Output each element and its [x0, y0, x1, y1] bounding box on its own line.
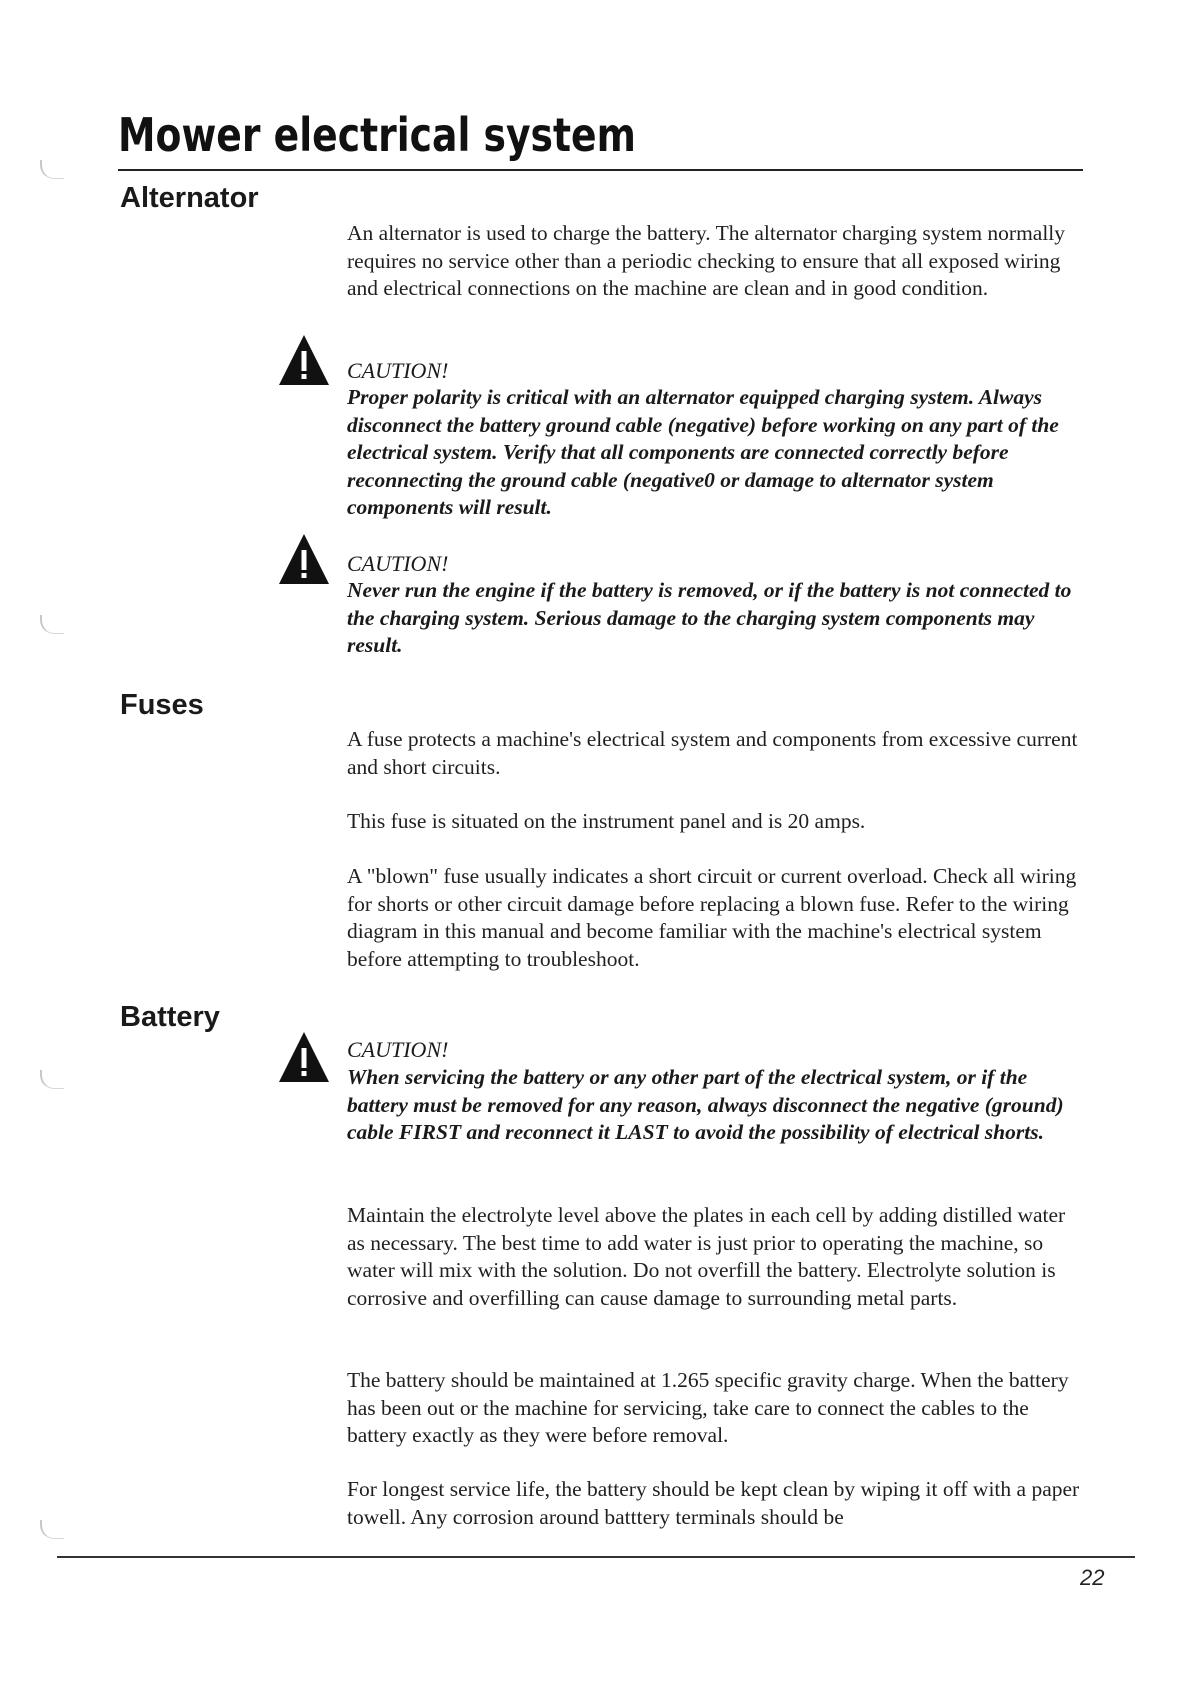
- footer-divider: [57, 1556, 1135, 1558]
- scan-edge-mark: [40, 1070, 64, 1089]
- title-divider: [118, 169, 1083, 171]
- battery-paragraph-2: The battery should be maintained at 1.265 specific gravity charge. When the battery has been out or the machine for servicing, take care to connect the cables to the battery exactly as they were before removal.: [347, 1368, 1069, 1447]
- scan-edge-mark: [40, 1520, 64, 1539]
- caution-title: CAUTION!: [347, 551, 449, 576]
- alternator-intro-paragraph: An alternator is used to charge the battery. The alternator charging system normally requires no service other than a periodic checking to ensure that all exposed wiring and electrical connections on the machine are clean and in good condition.: [347, 221, 1066, 300]
- caution-body-engine: Never run the engine if the battery is removed, or if the battery is not connected to the charging system. Serious damage to the charging system components may result.: [347, 578, 1072, 657]
- fuses-paragraph-2: This fuse is situated on the instrument panel and is 20 amps.: [347, 809, 866, 833]
- warning-triangle-icon: [277, 1030, 331, 1084]
- caution-body-battery: When servicing the battery or any other part of the electrical system, or if the battery must be removed for any reason, always disconnect the negative (ground) cable FIRST and reconnect it LAST to avoid the possibility of electrical shorts.: [347, 1065, 1064, 1144]
- caution-title: CAUTION!: [347, 1037, 449, 1062]
- fuses-paragraph-3: A "blown" fuse usually indicates a short circuit or current overload. Check all wiring for shorts or other circuit damage before replacing a blown fuse. Refer to the wiring diagram in this manual and become familiar with the machine's electrical system before attempting to troubleshoot.: [347, 864, 1077, 971]
- scan-edge-mark: [40, 615, 64, 634]
- section-heading-battery: Battery: [120, 1001, 220, 1033]
- section-heading-fuses: Fuses: [120, 689, 204, 721]
- scan-edge-mark: [40, 160, 64, 179]
- page-title: Mower electrical system: [118, 108, 636, 162]
- section-heading-alternator: Alternator: [120, 182, 259, 214]
- page-number: 22: [1080, 1565, 1105, 1590]
- battery-paragraph-1: Maintain the electrolyte level above the plates in each cell by adding distilled water as necessary. The best time to add water is just prior to operating the machine, so water will mix with the solution. Do not overfill the battery. Electrolyte solution is corrosive and overfilling can cause damage to surrounding metal parts.: [347, 1203, 1066, 1310]
- caution-title: CAUTION!: [347, 358, 449, 383]
- warning-triangle-icon: [277, 333, 331, 387]
- battery-paragraph-3: For longest service life, the battery should be kept clean by wiping it off with a paper towell. Any corrosion around batttery terminals should be: [347, 1477, 1080, 1529]
- warning-triangle-icon: [277, 532, 331, 586]
- fuses-paragraph-1: A fuse protects a machine's electrical system and components from excessive current and short circuits.: [347, 727, 1078, 779]
- caution-body-polarity: Proper polarity is critical with an alternator equipped charging system. Always disconnect the battery ground cable (negative) before working on any part of the electrical system. Verify that all components are connected correctly before reconnecting the ground cable (negative0 or damage to alternator system components will result.: [347, 385, 1059, 519]
